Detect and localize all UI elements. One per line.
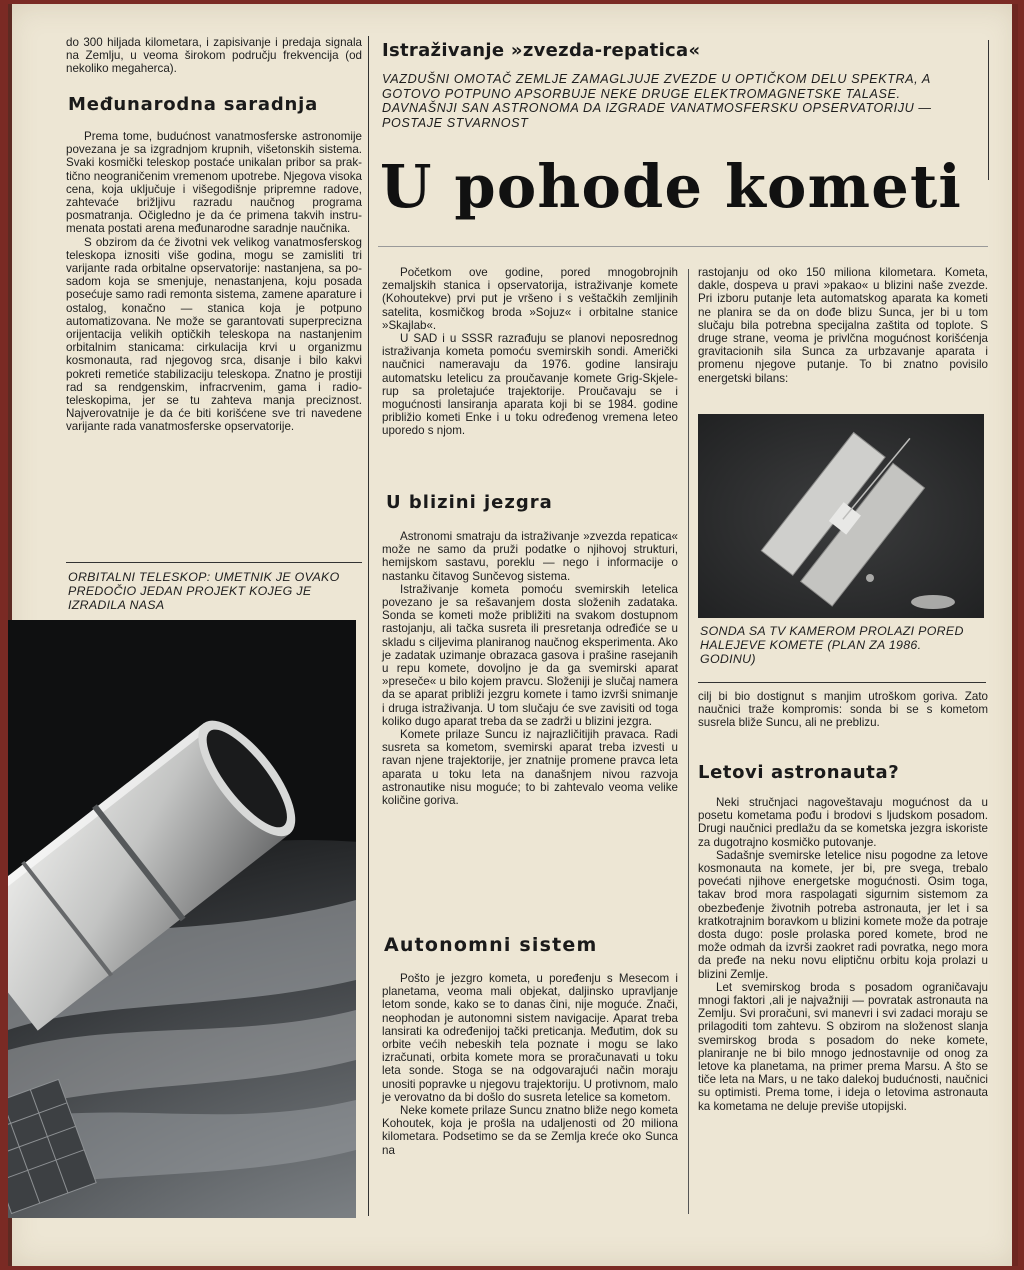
left-paragraph-2: S obzirom da će životni vek velikog vanatmosferskog teleskopa iznositi više godina, mogu se zamisliti tri varijante rada orbitalne opservatorije: nastanjena, sa posadom koja se smenjuje, nenastanjena, koju posada posećuje samo radi remonta sistema, zamene aparature i ostalog, konačno — stanica koja je potpuno automatizovana. Ne može se garantovati superpreciznа orijentacija velikih optičkih teleskopa na nastanjenim orbitalnim stanicama: cirkulacija krvi u organizmu kosmonauta, rad njegovog srca, disanje i bilo kakvi pokreti remetiće stabilizaciju teleskopa. Znatno je prostiji rad sa rendgenskim, infracrvenim, gama i radioteleskopima, jer se tu zahteva manja preciznost. Najverovatnije je da će biti korišćene sve tri navedene varijante rada vanatmosferske opservatorije. xyxy=(66,235,362,434)
orbital-telescope-illustration xyxy=(8,620,356,1218)
left-body-text xyxy=(66,130,362,434)
middle-paragraph-7: Neke komete prilaze Suncu znatno bliže nego kometa Kohoutek, koja je prošla na udaljenosti od 20 miliona kilometara. Podsetimo se da se Zemlja kreće oko Sunca na xyxy=(382,1104,678,1157)
right-paragraph-5: Let svemirskog broda s posadom ograničavaju mnogi faktori ,ali je najvažniji — povratak astronauta na Zemlju. Svi proračuni, svi manevri i svi zadaci moraju se prilagoditi tom zahtevu. S obzirom na složenost slanja svemirskog broda s posadom do neke komete, planiranje ne bi bilo mnogo jednostavnije od onog za letove ka planetama, na primer prema Marsu. A što se tiče leta na Mars, u ne tako dalekoj budućnosti, naučnici su optimisti. Prema tome, i ideja o letovima astronauta ka kometama ne deluje previše utopijski. xyxy=(698,980,988,1113)
middle-paragraph-4: Istraživanje kometa pomoću svemirskih letelica povezano je sa rešavanjem dosta složenih zadataka. Sonda se kometi može približiti na svakom dostupnom rastojanju, ali tačka susreta ili presretanja određiće se u skladu s ciljevima planiranog naučnog eksperimenta. Ako je zadatak uzimanje obrazaca gasova i prašine rasejanih u repu komete, dovoljno je da ga svemirski aparat »preseče« u bilo kojem pravcu. Složeniji je slučaj namera da se aparat približi jezgru komete i tamo izvrši snimanje i druga istraživanja. U tom slučaju će sve zavisiti od toga koliko dugo aparat treba da se zadrži u blizini jezgra. xyxy=(382,582,678,728)
probe-photo xyxy=(698,414,984,618)
heading-u-blizini-jezgra: U blizini jezgra xyxy=(386,492,553,513)
title-rule xyxy=(378,246,988,247)
heading-medunarodna-saradnja: Međunarodna saradnja xyxy=(68,94,319,115)
column-rule-middle xyxy=(688,269,689,1214)
right-body-3 xyxy=(698,796,988,1113)
middle-paragraph-6: Pošto je jezgro kometa, u poređenju s Mesecom i planetama, veoma mali objekat, daljinsko upravljanje letom sonde, kako se to danas čini, nije moguće. Znači, neophodan je autonomni sistem navigacije. Aparat treba lansirati ka određenijoj tački preticanja. Međutim, dok su orbite većih nebeskih tela poznate i mogu se lako izračunati, orbita komete mora se proračunavati u toku leta sonde. Stoga se na odgovarajući način moraju unositi popravke u njegovu trajektoriju. U protivnom, malo je verovatno da bi došlo do susreta letelice sa kometom. xyxy=(382,972,678,1104)
left-intro-text xyxy=(66,36,362,76)
orbital-telescope-photo xyxy=(8,620,356,1218)
heading-letovi-astronauta: Letovi astronauta? xyxy=(698,762,900,783)
right-paragraph-2: cilj bi bio dostignut s manjim utroškom goriva. Zato naučnici traže kompromis: sonda bi se s kometom susrela bliže Suncu, ali ne preblizu. xyxy=(698,690,988,730)
middle-paragraph-2: U SAD i u SSSR razrađuju se planovi neposrednog istraživanja kometa pomoću svemirskih sondi. Američki naučnici nameravaju da 1976. godine lansiraju automatsku letelicu za proučavanje komete Grig-Skjelerup sa proletajuće trajektorije. Proučavaju se i mogućnosti lansiranja aparata koji bi se 1984. godine približio kometi Enke i u toku određenog vremena leteo uporedo s njom. xyxy=(382,332,678,438)
column-rule-left xyxy=(368,36,369,1216)
probe-photo-caption: SONDA SA TV KAMEROM PROLAZI PORED HALEJEVE KOMETE (PLAN ZA 1986. GODINU) xyxy=(700,624,964,666)
middle-body-2 xyxy=(382,530,678,807)
magazine-page xyxy=(8,4,1018,1266)
right-paragraph-1: rastojanju od oko 150 miliona kilometara. Kometa, dakle, dospeva u pravi »pakao« u blizini naše zvezde. Pri izboru putanje leta automatskog aparata ka kometi ne planira se da on dođe blizu Sunca, jer bi u tom slučaju bila potrebna specijalna zaštita od toplote. S druge strane, veoma je privlčna mogućnost korišćenja gravitacionih sila Sunca za urbzavanje aparata i promenu njegove putanje. To bi znatno povisilo energetski bilans: xyxy=(698,266,988,385)
telescope-photo-caption: ORBITALNI TELESKOP: UMETNIK JE OVAKO PREDOČIO JEDAN PROJEKT KOJEG JE IZRADILA NASA xyxy=(68,570,340,612)
left-caption-rule xyxy=(66,562,362,563)
right-body-1 xyxy=(698,266,988,385)
left-paragraph-1: Prema tome, budućnost vanatmosferske astronomije povezana je sa izgradnjom krupnih, višetonskih sistema. Svaki kosmički teleskop postaće unikalan pribor sa praktično neograničenim vremenom upotrebe. Njegova visoka cena, koja uključuje i višegodišnje pripremne radove, zahtevaće brižljivu razradu naučnog programa posmatranja. Očigledno je da će primena takvih instrumenata postati arena međunarodne saradnje naučnika. xyxy=(66,130,362,236)
intro-paragraph: do 300 hiljada kilometara, i zapisivanje i predaja signala na Zemlju, u veoma širokom području frekvencija (od nekoliko megaherca). xyxy=(66,36,362,76)
middle-paragraph-5: Komete prilaze Suncu iz najrazličitijih pravaca. Radi susreta sa kometom, svemirski aparat treba izvesti u ravan njene trajektorije, jer znatnije promene pravca leta aparata u toku leta na današnjem nivou razvoja astronautike nisu moguće; to bi zahtevalo veoma velike količine goriva. xyxy=(382,728,678,808)
header-rule-right xyxy=(988,40,989,180)
right-paragraph-4: Sadašnje svemirske letelice nisu pogodne za letove kosmonauta na komete, jer bi, pre svega, trebalo povećati njihove energetske mogućnosti. Osim toga, takav brod mora raspolagati sigurnim sistemom za obezbeđenje životnih potreba astronauta, jer let i sa kratkotrajnim boravkom u blizini komete može da potraje dosta dugo: posle prolaska pored komete, brod ne može odmah da izvrši zaokret radi povratka, nego mora da pređe na neku novu eliptičnu orbitu koja prolazi u blizini Zemlje. xyxy=(698,848,988,981)
middle-body-1 xyxy=(382,266,678,438)
middle-paragraph-3: Astronomi smatraju da istraživanje »zvezda repatica« može ne samo da pruži podatke o njihovoj strukturi, hemijskom sastavu, poreklu — nego i informacije o nastanku čitavog Sunčevog sistema. xyxy=(382,530,678,583)
right-body-2 xyxy=(698,690,988,730)
middle-body-3 xyxy=(382,972,678,1157)
heading-autonomni-sistem: Autonomni sistem xyxy=(384,934,598,956)
article-title: U pohode kometi xyxy=(380,152,963,221)
right-caption-rule xyxy=(698,682,986,683)
article-deck: VAZDUŠNI OMOTAČ ZEMLJE ZAMAGLJUJE ZVEZDE U OPTIČKOM DELU SPEKTRA, A GOTOVO POTPUNO APSORBUJE NEKE DRUGE ELEKTROMAGNETSKE TALASE. DAVNAŠNJI SAN ASTRONOMA DA IZGRADE VANATMOSFERSKU OPSERVATORIJU — POSTAJE STVARNOST xyxy=(382,72,932,130)
probe-illustration xyxy=(698,414,984,618)
right-paragraph-3: Neki stručnjaci nagoveštavaju mogućnost da u posetu kometama pođu i brodovi s ljudskom posadom. Drugi naučnici predlažu da se kometska jezgra iskoriste za dugotrajno kosmičko putovanje. xyxy=(698,796,988,849)
middle-paragraph-1: Početkom ove godine, pored mnogobrojnih zemaljskih stanica i opservatorija, istraživanje komete (Kohoutekve) prvi put je vršeno i s veštačkih zemljinih satelita, kosmičkog broda »Sojuz« i orbitalne stanice »Skajlab«. xyxy=(382,266,678,332)
page-edge-right xyxy=(1012,4,1018,1266)
article-kicker: Istraživanje »zvezda-repatica« xyxy=(382,40,701,61)
